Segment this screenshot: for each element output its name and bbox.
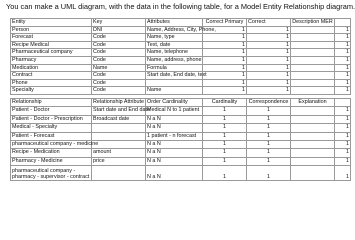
table-row [11,49,351,57]
table-cell: pharmaceutical company - pharmacy - supervisor - contract [11,166,92,181]
table-row [11,72,351,80]
table-cell: 1 [203,64,247,72]
table-cell: N a N [146,166,203,181]
header-cell: Order Cardinality [146,99,203,107]
table-cell: 1 [247,107,291,115]
table-cell: Code [92,49,146,57]
table-cell: Name [146,87,203,95]
table-cell: 1 [247,72,291,80]
table-cell: Name, type [146,34,203,42]
header-cell: Relationship [11,99,92,107]
table-cell [291,149,335,157]
table-cell [291,64,335,72]
table-row [11,132,351,140]
table-cell: Phone [11,79,92,87]
table-cell: 1 [247,140,291,148]
table-cell: 1 [247,79,291,87]
table-cell: Code [92,56,146,64]
table-cell: 1 [335,140,351,148]
table-cell: Patient - Forecast [11,132,92,140]
table-row [11,166,351,181]
table-cell: 1 [335,149,351,157]
table-row [11,115,351,123]
table-row [11,107,351,115]
table-cell: 1 [247,115,291,123]
table-cell: 1 [247,166,291,181]
instruction-text: You can make a UML diagram, with the data in the following table, for a Model Entity Relationship diagram. [6,2,355,11]
table-cell: 1 [335,72,351,80]
table-cell [291,49,335,57]
table-cell: 1 [335,26,351,34]
table-cell: price [92,157,146,165]
table-cell: 1 [335,64,351,72]
table-cell: Start date and End date [93,107,150,114]
table-cell: 1 [335,157,351,165]
relationships-table [10,98,351,181]
table-cell [291,26,335,34]
table-cell: Contract [11,72,92,80]
header-cell [335,99,351,107]
table-cell: 1 [203,132,247,140]
table-cell [92,166,146,181]
table-row [11,34,351,42]
table-cell: 1 [335,87,351,95]
table-cell: 1 [203,107,247,115]
table-cell: 1 [203,56,247,64]
table-cell: Pharmaceutical company [11,49,92,57]
table-cell: N a N [146,140,203,148]
table-cell [291,132,335,140]
table-cell: 1 [335,107,351,115]
table-cell: 1 [247,124,291,132]
table-cell: 1 [335,124,351,132]
table-cell: Recipe - Medication [11,149,92,157]
table-cell: Start date, End date, text [147,72,207,79]
table-cell: 1 [247,87,291,95]
table-cell: N a N [146,149,203,157]
table-cell: 1 [335,115,351,123]
table-cell: Person [11,26,92,34]
table-cell: DNI [92,26,146,34]
table-cell: N a N [146,115,203,123]
table-cell: Code [92,79,146,87]
header-cell: Attributes [146,19,203,27]
table-cell: 1 [335,41,351,49]
table-cell: Name, address, phone [147,56,202,63]
table-cell: N a N [146,124,203,132]
table-cell: 1 [203,157,247,165]
table-cell: 1 [247,34,291,42]
header-cell: Key [92,19,146,27]
table-cell: Forecast [11,34,92,42]
table-cell [291,166,335,181]
table-cell: 1 [203,140,247,148]
table-cell [291,41,335,49]
table-cell: 1 [203,79,247,87]
table-cell [291,56,335,64]
table-cell: Pharmacy - Medicine [11,157,92,165]
table-row [11,149,351,157]
table-cell: 1 [203,49,247,57]
table-header-row [11,19,351,27]
table-cell: 1 [203,115,247,123]
header-cell: Entity [11,19,92,27]
table-cell: amount [92,149,146,157]
table-cell: pharmaceutical company - medicine [12,140,99,147]
table-cell: 1 [203,149,247,157]
table-cell [291,115,335,123]
table-cell: 1 [247,132,291,140]
table-cell: Patient - Doctor [11,107,92,115]
table-cell: 1 [203,26,247,34]
table-cell: N a N [146,157,203,165]
table-cell: Code [92,34,146,42]
header-cell: Correct [247,19,291,27]
table-cell: Medical - Specialty [11,124,92,132]
table-cell: Name [92,64,146,72]
table-cell: 1 [203,124,247,132]
table-cell [291,157,335,165]
table-row [11,41,351,49]
table-row [11,79,351,87]
header-cell: Relationship Attribute [93,99,144,105]
table-cell: 1 patient - n forecast [146,132,203,140]
table-cell: 1 [247,49,291,57]
table-cell: Specialty [11,87,92,95]
table-cell [291,87,335,95]
table-cell: 1 [203,166,247,181]
table-row [11,26,351,34]
table-cell: 1 [203,34,247,42]
table-cell [291,72,335,80]
header-cell: Explanation [291,99,335,107]
table-row [11,157,351,165]
table-cell: Medical N to 1 patient [146,107,203,115]
table-cell: 1 [335,132,351,140]
table-cell: Code [92,72,146,80]
table-cell [291,34,335,42]
table-cell [92,140,146,148]
header-cell: Description MER [292,19,333,25]
table-cell: Recipe Medical [11,41,92,49]
table-row [11,56,351,64]
table-row [11,64,351,72]
table-cell: 1 [203,87,247,95]
table-cell: Patient - Doctor - Prescription [11,115,92,123]
table-cell: 1 [247,157,291,165]
table-cell [291,79,335,87]
table-cell: 1 [203,72,247,80]
table-cell: 1 [335,56,351,64]
table-cell: 1 [247,26,291,34]
table-cell: Pharmacy [11,56,92,64]
table-row [11,87,351,95]
table-cell: 1 [247,64,291,72]
header-cell [335,19,351,27]
table-row [11,124,351,132]
table-row [11,140,351,148]
table-cell: Formula [146,64,203,72]
table-cell: Name, telephone [146,49,203,57]
table-cell: Name, Address, City, Phone, [147,26,216,33]
table-cell [291,124,335,132]
table-cell: 1 [247,56,291,64]
table-cell: 1 [335,79,351,87]
header-cell: Correct Primary [203,19,247,27]
table-cell [92,124,146,132]
header-cell: Cardinality [203,99,247,107]
table-cell: 1 [247,149,291,157]
table-cell: 1 [335,34,351,42]
table-cell: 1 [335,166,351,181]
table-cell [146,79,203,87]
table-cell: 1 [247,41,291,49]
table-cell [291,140,335,148]
table-cell: 1 [335,49,351,57]
table-cell: Code [92,41,146,49]
table-header-row [11,99,351,107]
table-cell [92,132,146,140]
table-cell: Code [92,87,146,95]
table-cell: 1 [203,41,247,49]
table-cell: Broadcast date [92,115,146,123]
header-cell: Correspondence [247,99,291,107]
table-cell: Medication [11,64,92,72]
table-cell: Text, date [146,41,203,49]
table-cell [291,107,335,115]
entities-table [10,18,351,95]
